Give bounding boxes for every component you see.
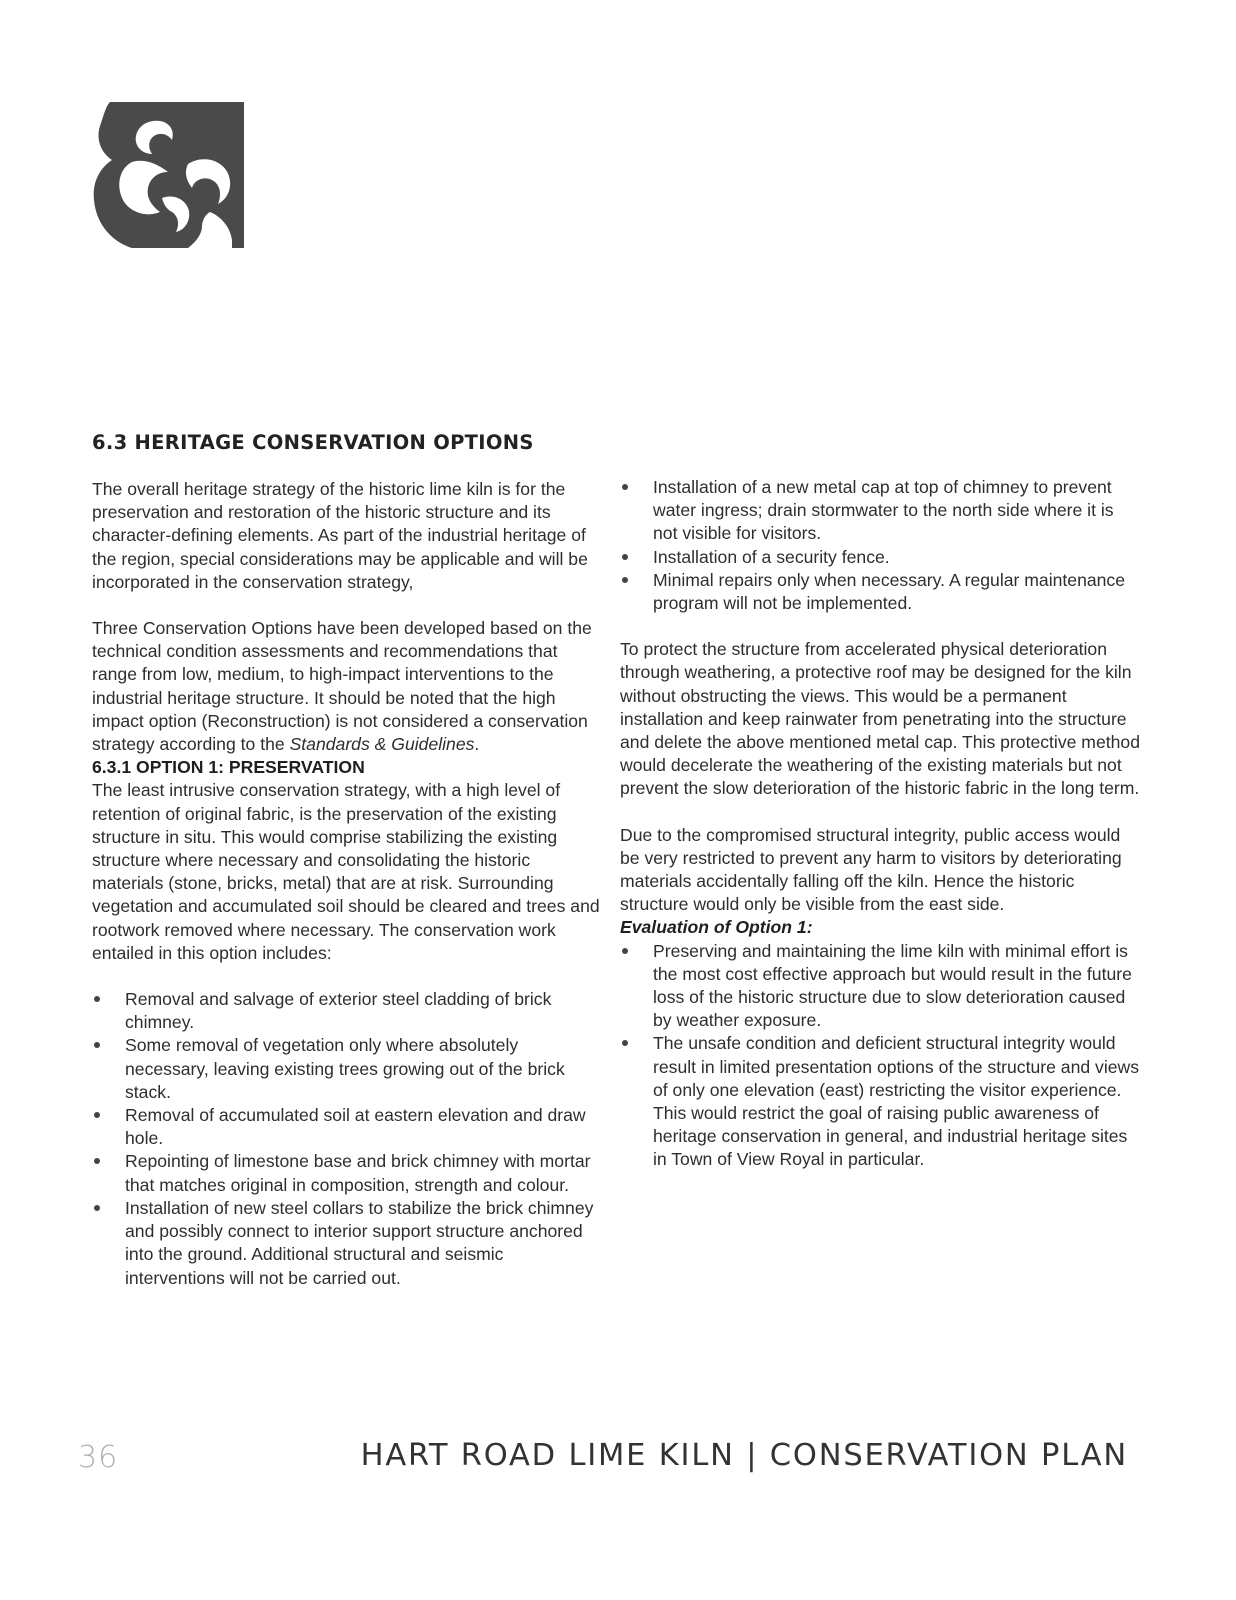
intro-paragraph: The overall heritage strategy of the historic lime kiln is for the preservation and restoration of the historic structure and its character-defining elements. As part of the industrial heritage of the region, special considerations may be applicable and will be incorporated in the conservation strategy, — [92, 479, 588, 592]
protective-roof-paragraph: To protect the structure from accelerated physical deterioration through weathering, a protective roof may be designed for the kiln without obstructing the views. This would be a permanent installation and keep rainwater from penetrating into the structure and delete the above mentioned metal cap. This protective method would decelerate the weathering of the existing materials but not prevent the slow deterioration of the historic fabric in the long term. — [620, 639, 1140, 799]
option1-work-list-continued — [620, 476, 1140, 615]
list-item: Preserving and maintaining the lime kiln with minimal effort is the most cost effective approach but would result in the future loss of the historic structure due to slow deterioration caused by weather exposure. — [620, 940, 1140, 1033]
heritage-scroll-logo-icon — [92, 102, 244, 248]
list-item: Installation of new steel collars to stabilize the brick chimney and possibly connect to interior support structure anchored into the ground. Additional structural and seismic interventions will not be carried out. — [92, 1197, 602, 1290]
evaluation-heading: Evaluation of Option 1: — [620, 917, 813, 938]
option1-paragraph: The least intrusive conservation strategy, with a high level of retention of original fabric, is the preservation of the existing structure in situ. This would comprise stabilizing the existing structure where necessary and consolidating the historic materials (stone, bricks, metal) that are at risk. Surrounding vegetation and accumulated soil should be cleared and trees and rootwork removed where necessary. The conservation work entailed in this option includes: — [92, 780, 600, 963]
public-access-paragraph: Due to the compromised structural integrity, public access would be very restricted to prevent any harm to visitors by deteriorating materials accidentally falling off the kiln. Hence the historic structure would only be visible from the east side. — [620, 824, 1122, 915]
standards-guidelines-reference: Standards & Guidelines — [289, 734, 475, 755]
list-item: The unsafe condition and deficient structural integrity would result in limited presentation options of the structure and views of only one elevation (east) restricting the visitor experience. This would restrict the goal of raising public awareness of heritage conservation in general, and industrial heritage sites in Town of View Royal in particular. — [620, 1032, 1140, 1171]
list-item: Some removal of vegetation only where absolutely necessary, leaving existing trees growing out of the brick stack. — [92, 1034, 602, 1104]
list-item: Installation of a new metal cap at top of chimney to prevent water ingress; drain stormwater to the north side where it is not visible for visitors. — [620, 476, 1140, 546]
list-item: Installation of a security fence. — [620, 546, 1140, 569]
document-title: HART ROAD LIME KILN | CONSERVATION PLAN — [360, 1438, 1128, 1473]
list-item: Removal and salvage of exterior steel cladding of brick chimney. — [92, 988, 602, 1034]
options-paragraph-end: . — [474, 734, 480, 755]
option1-work-list — [92, 988, 602, 1290]
list-item: Repointing of limestone base and brick chimney with mortar that matches original in composition, strength and colour. — [92, 1150, 602, 1196]
options-paragraph — [92, 617, 602, 756]
list-item: Removal of accumulated soil at eastern elevation and draw hole. — [92, 1104, 602, 1150]
left-column — [92, 478, 602, 1290]
evaluation-list — [620, 940, 1140, 1172]
right-column — [620, 476, 1140, 1172]
list-item: Minimal repairs only when necessary. A regular maintenance program will not be implemented. — [620, 569, 1140, 615]
page-number: 36 — [78, 1440, 119, 1475]
section-heading: 6.3 HERITAGE CONSERVATION OPTIONS — [92, 431, 534, 454]
option1-heading: 6.3.1 OPTION 1: PRESERVATION — [92, 757, 365, 778]
options-paragraph-text: Three Conservation Options have been developed based on the technical condition assessments and recommendations that range from low, medium, to high-impact interventions to the industrial heritage structure. It should be noted that the high impact option (Reconstruction) is not considered a conservation strategy according to the — [92, 618, 592, 755]
